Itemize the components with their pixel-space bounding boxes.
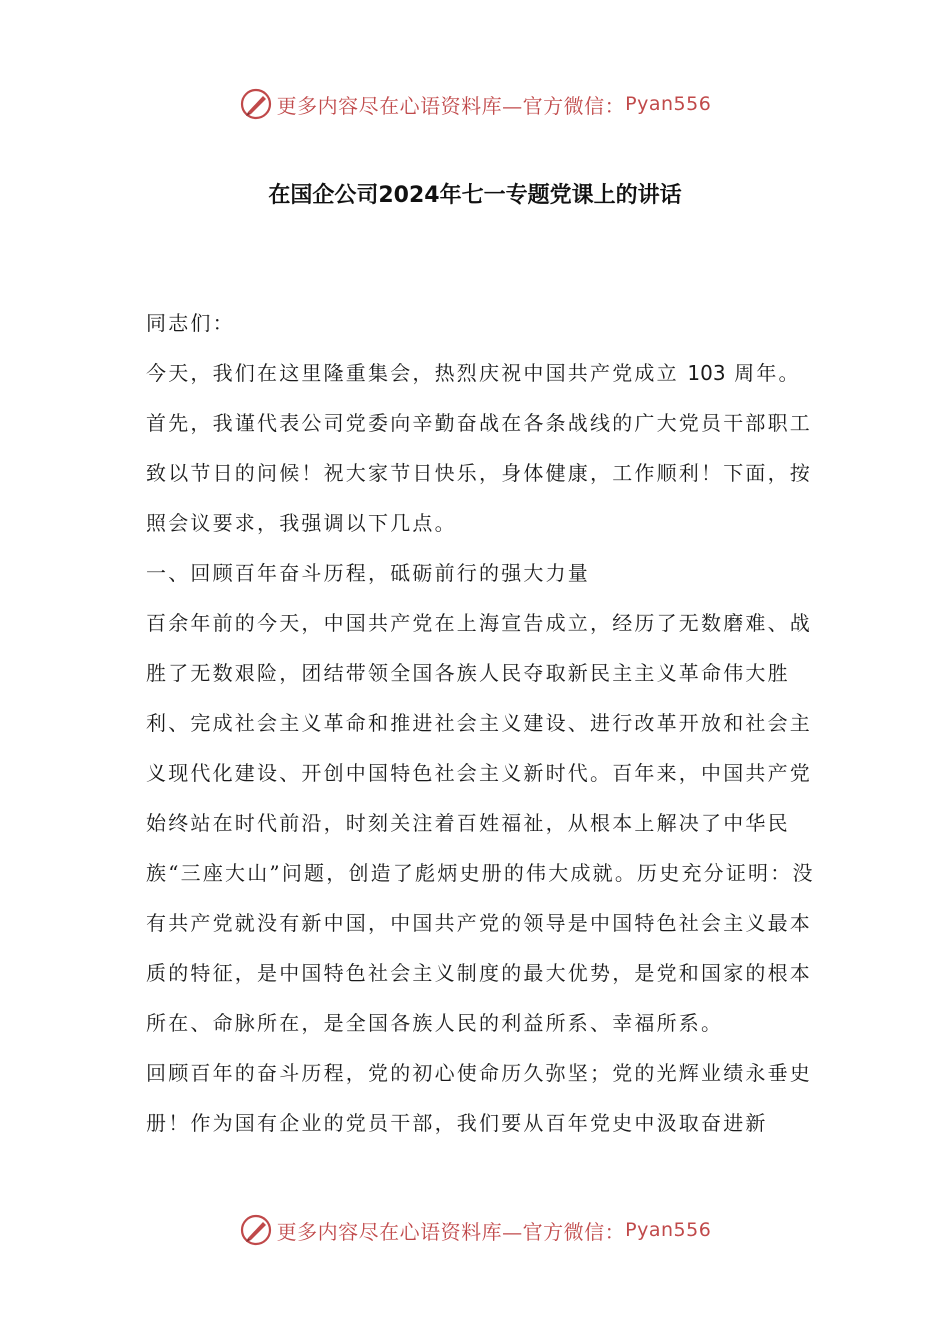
anniversary-number: 103: [687, 361, 726, 385]
paragraph-3: 百余年前的今天，中国共产党在上海宣告成立，经历了无数磨难、战胜了无数艰险，团结带领全国各族人民夺取新民主主义革命伟大胜利、完成社会主义革命和推进社会主义建设、进行改革开放和社会主义现代化建设、开创中国特色社会主义新时代。百年来，中国共产党始终站在时代前沿，时刻关注着百姓福祉，从根本上解决了中华民族“三座大山”问题，创造了彪炳史册的伟大成就。历史充分证明：没有共产党就没有新中国，中国共产党的领导是中国特色社会主义最本质的特征，是中国特色社会主义制度的最大优势，是党和国家的根本所在、命脉所在，是全国各族人民的利益所系、幸福所系。: [146, 611, 815, 1035]
pen-logo-icon: [239, 87, 273, 121]
paragraph-1: [146, 348, 826, 398]
paragraph-1-text-b: 周年。: [734, 361, 801, 385]
watermark-wechat-id: Pyan556: [625, 93, 712, 115]
document-body: [146, 298, 826, 1148]
watermark-text: 更多内容尽在心语资料库—官方微信：: [276, 93, 626, 118]
document-title: 在国企公司2024年七一专题党课上的讲话: [268, 183, 682, 208]
paragraph-4: 回顾百年的奋斗历程，党的初心使命历久弥坚；党的光辉业绩永垂史册！作为国有企业的党员干部，我们要从百年党史中汲取奋进新: [146, 1061, 812, 1135]
pen-logo-icon: [239, 1213, 273, 1247]
paragraph-2: 首先，我谨代表公司党委向辛勤奋战在各条战线的广大党员干部职工致以节日的问候！祝大家节日快乐，身体健康，工作顺利！下面，按照会议要求，我强调以下几点。: [146, 411, 812, 535]
watermark-wechat-id: Pyan556: [625, 1219, 712, 1241]
greeting: 同志们：: [146, 311, 235, 335]
section-heading-1: 一、回顾百年奋斗历程，砥砺前行的强大力量: [146, 561, 590, 585]
watermark-text: 更多内容尽在心语资料库—官方微信：: [276, 1219, 626, 1244]
paragraph-1-text-a: 今天，我们在这里隆重集会，热烈庆祝中国共产党成立: [146, 361, 679, 385]
watermark-banner-bottom: [0, 1210, 950, 1250]
watermark-banner-top: [0, 84, 950, 124]
